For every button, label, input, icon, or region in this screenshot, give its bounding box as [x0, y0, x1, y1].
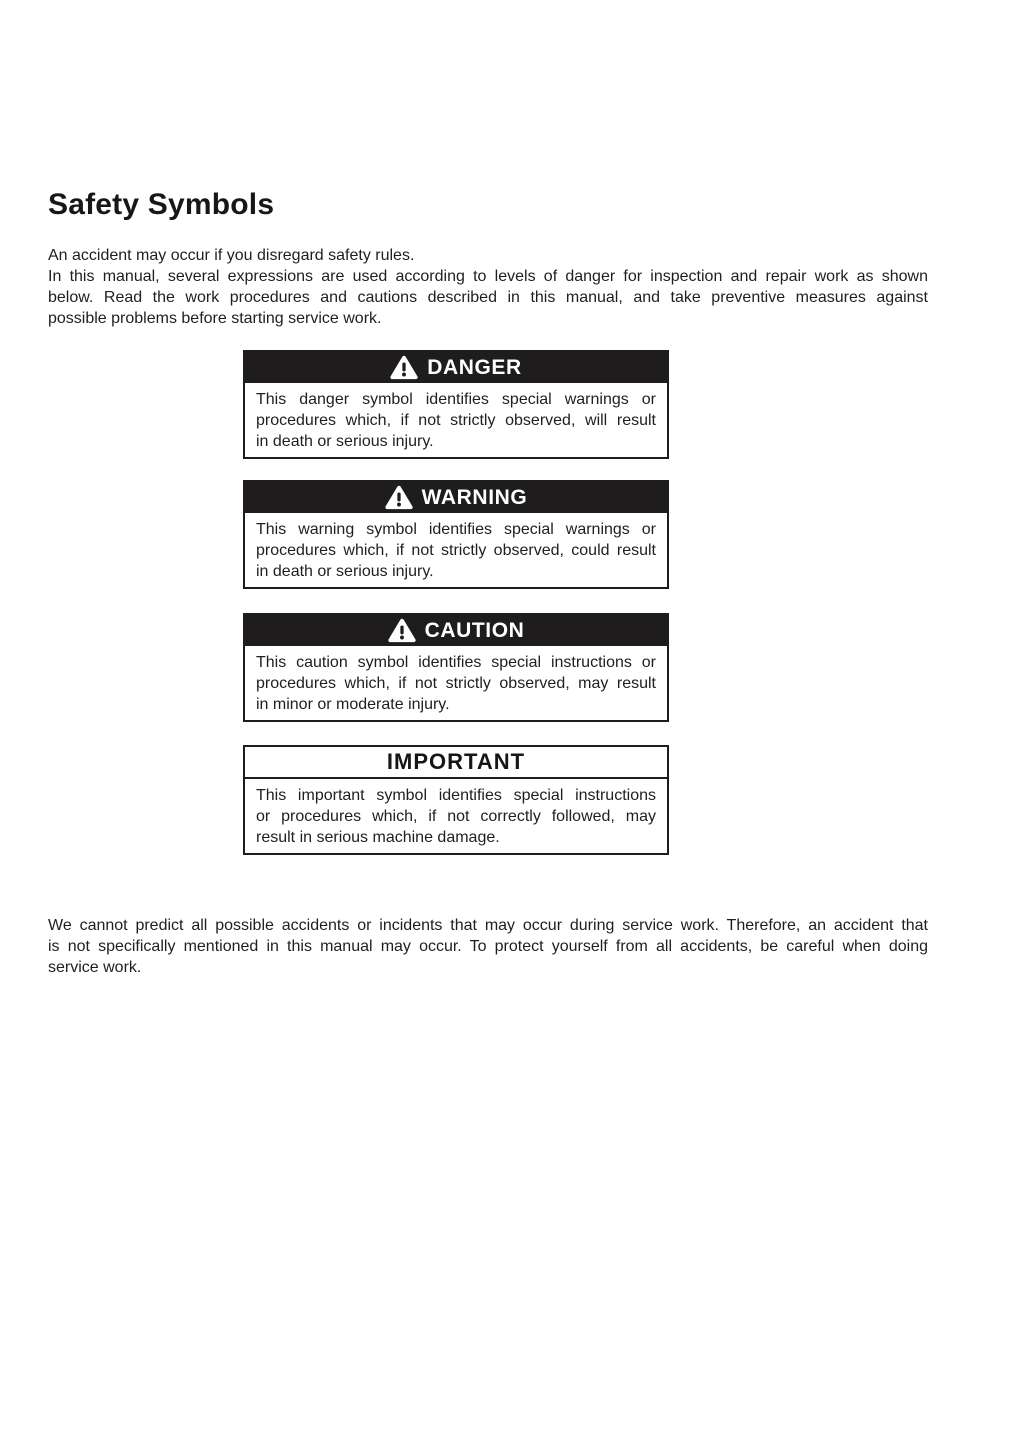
warning-triangle-icon: [388, 618, 416, 643]
text-line: This warning symbol identifies special warnings or: [256, 521, 656, 538]
text-line: in minor or moderate injury.: [256, 696, 450, 713]
text-line: This caution symbol identifies special instructions or: [256, 654, 656, 671]
text-line: service work.: [48, 959, 142, 976]
text-line: possible problems before starting service work.: [48, 310, 382, 327]
text-line: procedures which, if not strictly observed, could result: [256, 542, 656, 559]
caution-box-header: [245, 615, 667, 646]
important-box-text: [245, 779, 667, 853]
text-line: In this manual, several expressions are used according to levels of danger for inspection and repair work as shown: [48, 268, 928, 285]
warning-triangle-icon: [390, 355, 418, 380]
text-line: or procedures which, if not correctly followed, may: [256, 808, 656, 825]
closing-paragraph: [48, 915, 928, 978]
text-line: procedures which, if not strictly observed, may result: [256, 675, 656, 692]
danger-box-text: [245, 383, 667, 457]
text-line: procedures which, if not strictly observed, will result: [256, 412, 656, 429]
text-line: This important symbol identifies special instructions: [256, 787, 656, 804]
caution-box-text: [245, 646, 667, 720]
warning-box-text: [245, 513, 667, 587]
text-line: is not specifically mentioned in this manual may occur. To protect yourself from all accidents, be careful when doing: [48, 938, 928, 955]
warning-box-title: WARNING: [421, 485, 528, 509]
caution-box-title: CAUTION: [424, 618, 525, 642]
text-line: in death or serious injury.: [256, 563, 434, 580]
warning-box: [243, 480, 669, 589]
warning-box-header: [245, 482, 667, 513]
intro-paragraph: [48, 245, 928, 329]
important-box-header: [245, 747, 667, 779]
danger-box: [243, 350, 669, 459]
important-box-title: IMPORTANT: [386, 749, 526, 774]
text-line: in death or serious injury.: [256, 433, 434, 450]
text-line: result in serious machine damage.: [256, 829, 500, 846]
danger-box-header: [245, 352, 667, 383]
danger-box-title: DANGER: [427, 355, 522, 379]
warning-triangle-icon: [385, 485, 413, 510]
page-title: Safety Symbols: [48, 188, 275, 221]
text-line: This danger symbol identifies special warnings or: [256, 391, 656, 408]
text-line: below. Read the work procedures and cautions described in this manual, and take preventive measures against: [48, 289, 928, 306]
important-box: [243, 745, 669, 855]
text-line: We cannot predict all possible accidents or incidents that may occur during service work. Therefore, an accident that: [48, 917, 928, 934]
text-line: An accident may occur if you disregard safety rules.: [48, 247, 415, 264]
caution-box: [243, 613, 669, 722]
